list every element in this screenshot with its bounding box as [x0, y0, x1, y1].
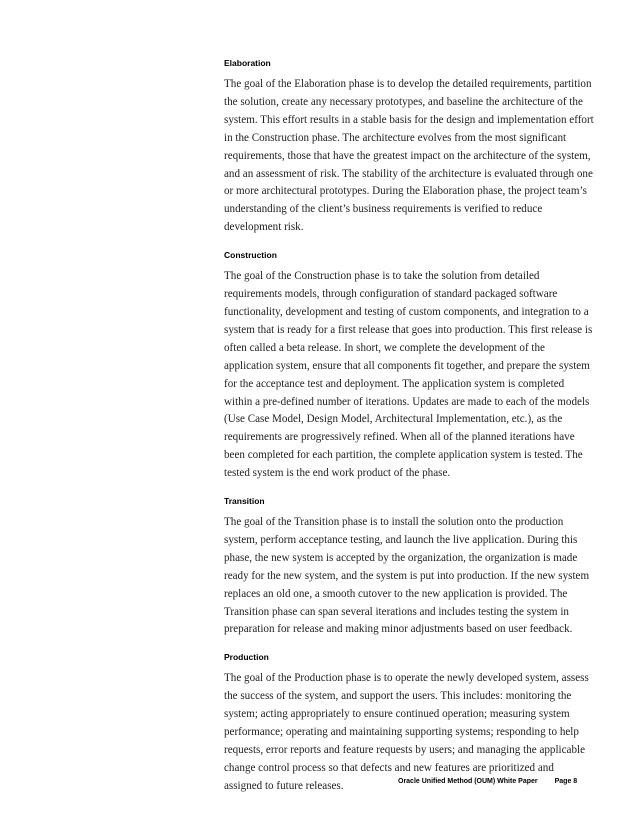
page-footer	[398, 778, 577, 785]
footer-title: Oracle Unified Method (OUM) White Paper	[398, 778, 538, 785]
section-heading: Construction	[224, 250, 277, 261]
section-heading: Production	[224, 652, 269, 663]
section-construction	[224, 250, 594, 483]
page-number: Page 8	[554, 778, 578, 785]
section-transition	[224, 496, 594, 639]
section-body: The goal of the Elaboration phase is to develop the detailed requirements, partition the solution, create any necessary prototypes, and baseline the architecture of the system. This effort results in a stable basis for the design and implementation effort in the Construction phase. The architecture evolves from the most significant requirements, those that have the greatest impact on the architecture of the system, and an assessment of risk. The stability of the architecture is evaluated through one or more architectural prototypes. During the Elaboration phase, the project team’s understanding of the client’s business requirements is verified to reduce development risk.	[224, 78, 594, 234]
section-production	[224, 652, 594, 795]
section-body: The goal of the Transition phase is to install the solution onto the production system, perform acceptance testing, and launch the live application. During this phase, the new system is accepted by the organization, the organization is made ready for the new system, and the system is put into production. If the new system replaces an old one, a smooth cutover to the new application is provided. The Transition phase can span several iterations and includes testing the system in preparation for release and making minor adjustments based on user feedback.	[224, 516, 590, 636]
section-elaboration	[224, 58, 594, 237]
section-heading: Transition	[224, 496, 265, 507]
section-body: The goal of the Construction phase is to take the solution from detailed requirements models, through configuration of standard packaged software functionality, development and testing of custom components, and integration to a system that is ready for a first release that goes into production. This first release is often called a beta release. In short, we complete the development of the application system, ensure that all components fit together, and prepare the system for the acceptance test and deployment. The application system is completed within a pre-defined number of iterations. Updates are made to each of the models (Use Case Model, Design Model, Architectural Implementation, etc.), as the requirements are progressively refined. When all of the planned iterations have been completed for each partition, the complete application system is tested. The tested system is the end work product of the phase.	[224, 270, 593, 480]
document-content	[224, 58, 594, 809]
section-body: The goal of the Production phase is to operate the newly developed system, assess the success of the system, and support the users. This includes: monitoring the system; acting appropriately to ensure continued operation; measuring system performance; operating and maintaining supporting systems; responding to help requests, error reports and feature requests by users; and managing the applicable change control process so that defects and new features are prioritized and assigned to future releases.	[224, 672, 589, 792]
section-heading: Elaboration	[224, 58, 271, 68]
